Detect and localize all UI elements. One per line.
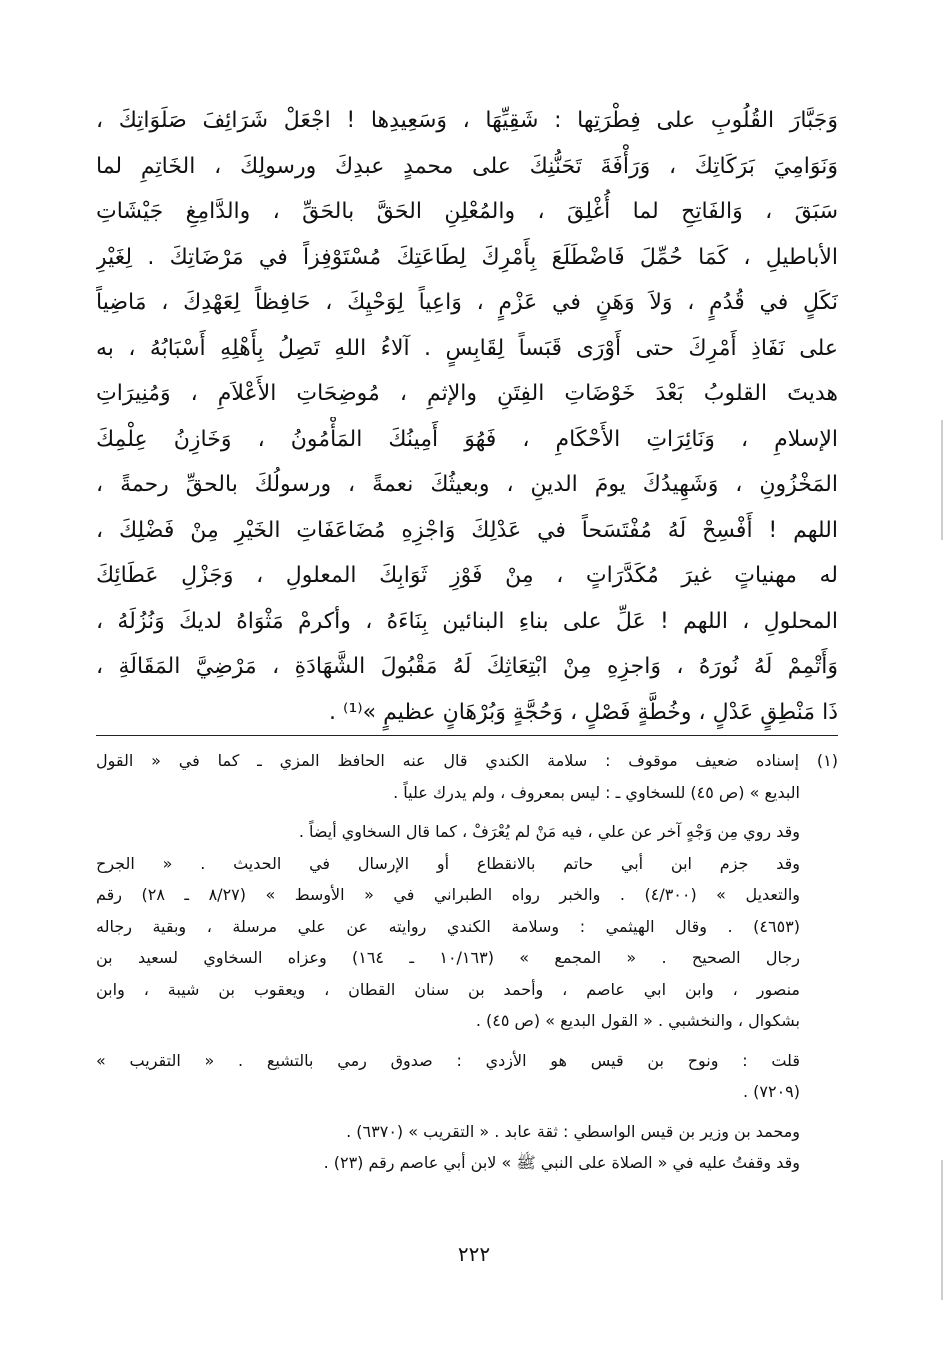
footnote-line: (١) إسناده ضعيف موقوف : سلامة الكندي قال عنه الحافظ المزي ـ كما في « القول xyxy=(96,751,838,770)
main-text-line: ذَا مَنْطِقٍ عَدْلٍ ، وخُطَّةٍ فَصْلٍ ، وَحُجَّةٍ وَبُرْهَانٍ عظيمٍ »⁽¹⁾ . xyxy=(329,699,838,725)
footnote-line: (٤٦٥٣) . وقال الهيثمي : وسلامة الكندي روايته عن علي مرسلة ، وبقية رجاله xyxy=(96,916,800,936)
page-number: ٢٢٢ xyxy=(457,1242,491,1266)
main-text-line: المحلولِ ، اللهم ! عَلِّ على بناءِ البنائين بِنَاءَهُ ، وأكرمْ مَثْوَاهُ لديكَ وَنُزُلَهُ ، xyxy=(96,608,838,634)
footnote-line: وقد جزم ابن أبي حاتم بالانقطاع أو الإرسال في الحديث . « الجرح xyxy=(96,853,800,873)
footnote-line: بشكوال ، والنخشبي . « القول البديع » (ص ٤٥) . xyxy=(475,1011,800,1030)
footnote-line: منصور ، وابن ابي عاصم ، وأحمد بن سنان القطان ، ويعقوب بن شيبة ، وابن xyxy=(96,979,800,999)
main-text-line: المَخْزُونِ ، وَشَهِيدُكَ يومَ الدينِ ، وبعيثُكَ نعمةً ، ورسولُكَ بالحقِّ رحمةً ، xyxy=(96,472,838,497)
footnote-line: (٧٢٠٩) . xyxy=(742,1082,800,1101)
main-text-line: وَنَوَامِيَ بَرَكَاتِكَ ، وَرَأْفَةَ تَحَنُّنِكَ على محمدٍ عبدِكَ ورسولِكَ ، الخَاتِمِ لما xyxy=(96,153,838,179)
main-text-line: وَأَتْمِمْ لَهُ نُورَهُ ، وَاجزِهِ مِنْ ابْتِعَاثِكَ لَهُ مَقْبُولَ الشَّهَادَةِ ، مَرْضِيَّ المَقَالَةِ ، xyxy=(96,654,838,679)
main-text-line: له مهنياتٍ غيرَ مُكَدَّرَاتٍ ، مِنْ فَوْزِ ثَوَابِكَ المعلولِ ، وَجَزْلِ عَطَائِكَ xyxy=(96,563,838,588)
main-text-line: الإسلامِ ، وَنَائِرَاتِ الأَحْكَامِ ، فَهُوَ أَمِينُكَ المَأْمُونُ ، وَخَازِنُ عِلْمِكَ xyxy=(96,426,838,452)
footnote-line: وقد وقفتُ عليه في « الصلاة على النبي ﷺ » لابن أبي عاصم رقم (٢٣) . xyxy=(323,1153,800,1172)
footnote-line: قلت : ونوح بن قيس هو الأزدي : صدوق رمي بالتشيع . « التقريب » xyxy=(96,1050,800,1070)
footnote-line: ومحمد بن وزير بن قيس الواسطي : ثقة عابد . « التقريب » (٦٣٧٠) . xyxy=(346,1121,800,1141)
main-text-line: سَبَقَ ، وَالفَاتِحِ لما أُغْلِقَ ، والمُعْلِنِ الحَقَّ بالحَقِّ ، والدَّامِغِ جَيْشَاتِ xyxy=(96,199,838,224)
main-text-line: على نَفَاذِ أَمْرِكَ حتى أَوْرَى قَبَساً لِقَابِسٍ . آلاءُ اللهِ تَصِلُ بِأَهْلِهِ أَسْبَابُهُ ، به xyxy=(96,335,838,361)
footnote-line: البديع » (ص ٤٥) للسخاوي ـ : ليس بمعروف ، ولم يدرك علياً . xyxy=(393,782,800,802)
main-text-line: وَجَبَّارَ القُلُوبِ على فِطْرَتِها : شَقِيِّهَا ، وَسَعِيدِها ! اجْعَلْ شَرَائِفَ صَلَوَاتِكَ ، xyxy=(96,108,838,133)
scan-edge-mark xyxy=(941,1160,943,1300)
footnote-line: والتعديل » (٤/٣٠٠) . والخبر رواه الطبراني في « الأوسط » (٨/٢٧ ـ ٢٨) رقم xyxy=(96,885,801,904)
main-text-block xyxy=(96,98,838,735)
main-text-line: اللهم ! أَفْسِحْ لَهُ مُفْتَسَحاً في عَدْلِكَ وَاجْزِهِ مُضَاعَفَاتِ الخَيْرِ مِنْ فَضْلِكَ ، xyxy=(96,517,838,543)
main-text-line: الأباطيلِ ، كَمَا حُمِّلَ فَاضْطَلَعَ بِأَمْرِكَ لِطَاعَتِكَ مُسْتَوْفِزاً في مَرْضَاتِكَ . لِغَيْرِ xyxy=(96,244,838,270)
footnote-line: وقد روي مِن وَجْهٍ آخر عن علي ، فيه مَنْ لم يُعْرَفْ ، كما قال السخاوي أيضاً . xyxy=(298,822,800,841)
footnote-line: رجال الصحيح . « المجمع » (١٠/١٦٣ ـ ١٦٤) وعزاه السخاوي لسعيد بن xyxy=(96,948,800,967)
scan-edge-mark xyxy=(941,420,943,540)
main-text-line: نَكَلٍ في قُدُمٍ ، وَلاَ وَهَنٍ في عَزْمٍ ، وَاعِياً لِوَحْيِكَ ، حَافِظاً لِعَهْدِكَ ، مَاضِياً xyxy=(96,290,838,315)
footnote-separator xyxy=(96,735,838,736)
main-text-line: هديتَ القلوبُ بَعْدَ خَوْضَاتِ الفِتَنِ والإثمِ ، مُوضِحَاتِ الأَعْلاَمِ ، وَمُنِيرَاتِ xyxy=(96,381,838,406)
footnotes-block xyxy=(96,745,838,1179)
